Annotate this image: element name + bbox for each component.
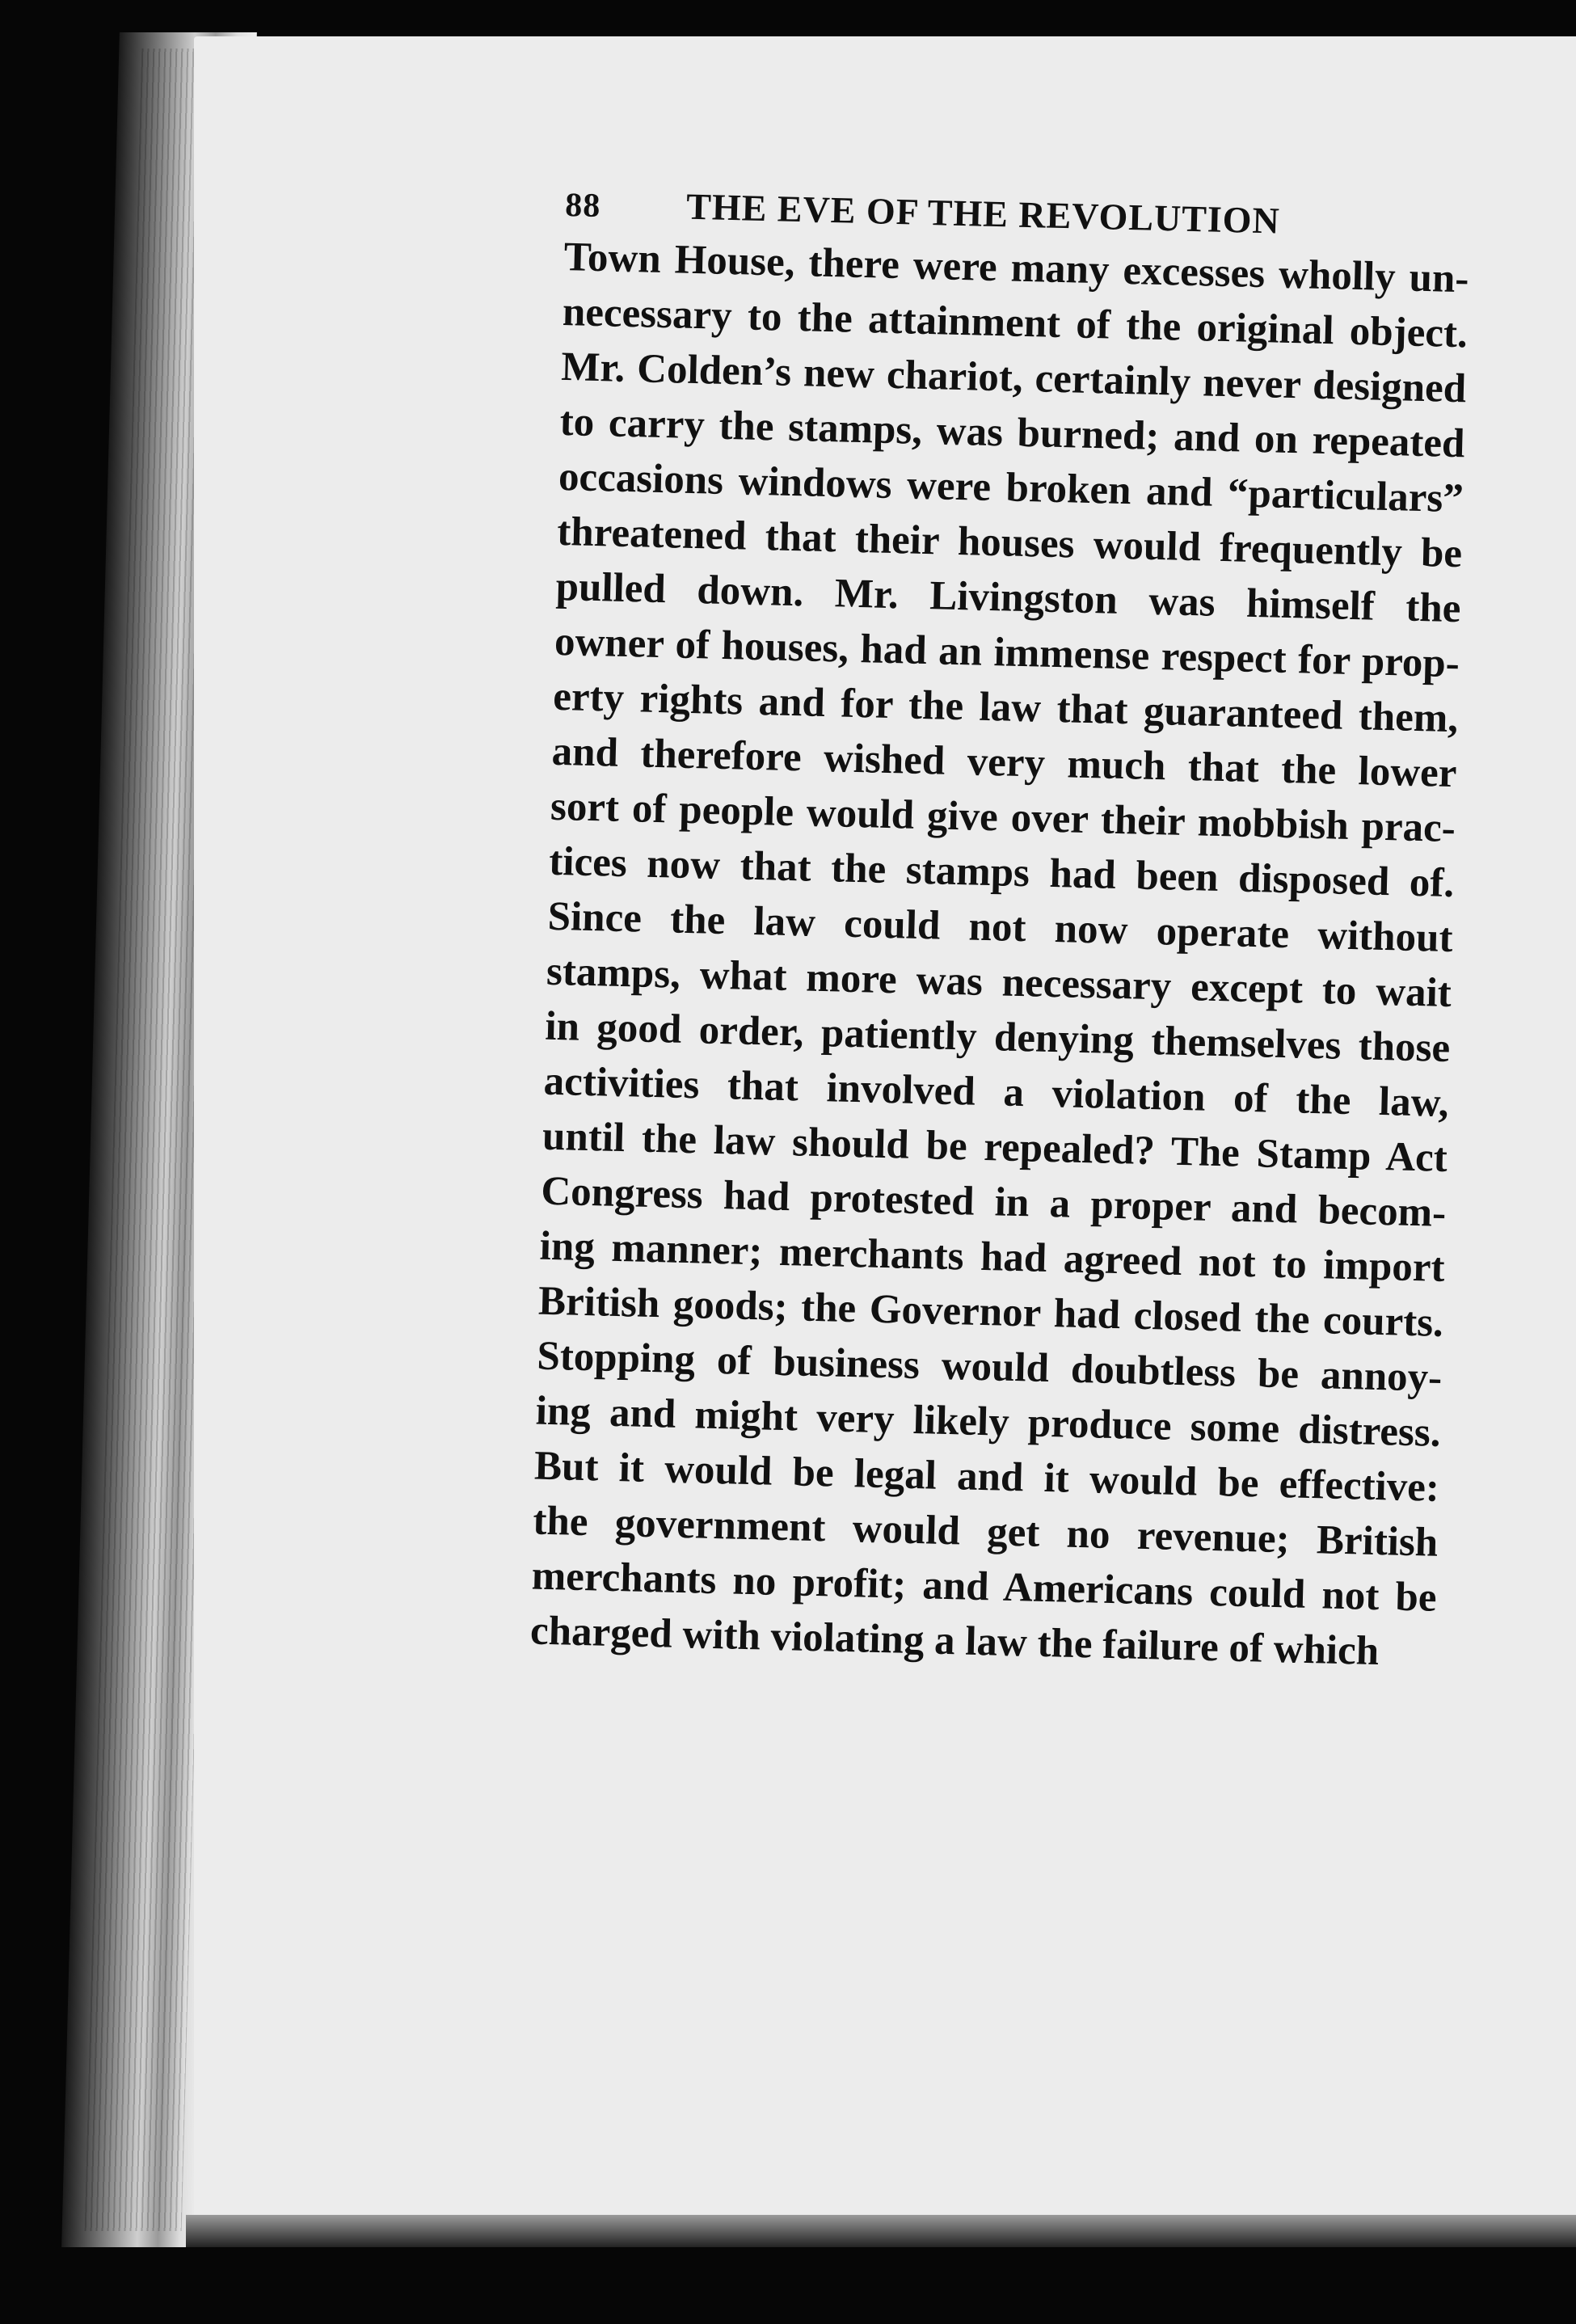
text-line: Stopping of business would doubtless be annoy-: [536, 1333, 1443, 1401]
text-line: and therefore wished very much that the lower: [551, 728, 1458, 797]
page-number: 88: [564, 186, 601, 226]
text-line: owner of houses, had an immense respect for prop-: [554, 618, 1460, 687]
text-line: charged with violating a law the failure of which: [529, 1608, 1380, 1675]
text-line: Congress had protested in a proper and becom-: [540, 1168, 1447, 1236]
text-line: sort of people would give over their mobbish prac-: [550, 783, 1456, 852]
text-line: ing manner; merchants had agreed not to import: [539, 1223, 1446, 1291]
running-title: THE EVE OF THE REVOLUTION: [685, 185, 1281, 242]
page-text-block: [529, 182, 1527, 1682]
text-line: necessary to the attainment of the original object.: [562, 289, 1469, 357]
text-line: erty rights and for the law that guaranteed them,: [552, 673, 1459, 742]
text-line: British goods; the Governor had closed the courts.: [537, 1278, 1444, 1346]
text-line: Since the law could not now operate without: [547, 893, 1454, 962]
page-bottom-shadow: [186, 2215, 1576, 2247]
text-line: the government would get no revenue; British: [532, 1498, 1439, 1566]
text-line: ing and might very likely produce some distress.: [535, 1388, 1442, 1456]
text-line: Town House, there were many excesses wholly un-: [563, 234, 1470, 302]
text-line: stamps, what more was necessary except to wait: [546, 948, 1452, 1017]
text-line: occasions windows were broken and “particulars”: [558, 453, 1464, 522]
text-line: pulled down. Mr. Livingston was himself the: [555, 563, 1462, 632]
text-line: activities that involved a violation of the law,: [543, 1058, 1450, 1127]
text-line: Mr. Colden’s new chariot, certainly never designed: [560, 344, 1467, 412]
body-text: [529, 230, 1526, 1682]
text-line: merchants no profit; and Americans could not be: [531, 1553, 1438, 1621]
text-line: tices now that the stamps had been disposed of.: [548, 838, 1455, 907]
text-line: But it would be legal and it would be effective:: [533, 1443, 1440, 1511]
text-line: until the law should be repealed? The Stamp Act: [541, 1113, 1448, 1182]
text-line: to carry the stamps, was burned; and on repeated: [559, 399, 1466, 467]
text-line: in good order, patiently denying themselves those: [544, 1003, 1451, 1072]
text-line: threatened that their houses would frequently be: [556, 508, 1463, 577]
